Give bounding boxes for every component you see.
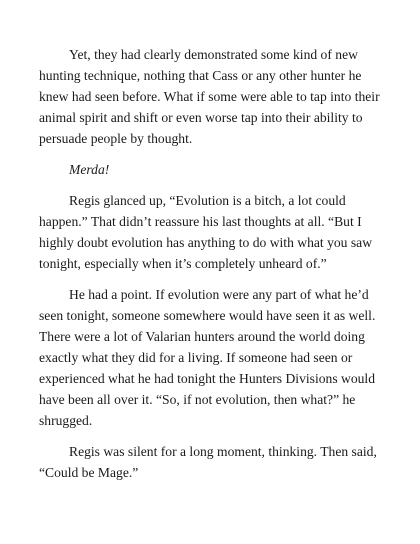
text-line: Merda! [69, 162, 110, 177]
text-line: persuade people by thought. [39, 131, 193, 146]
text-line: exactly what they did for a living. If someone had seen or [39, 350, 353, 365]
text-line: There were a lot of Valarian hunters around the world doing [39, 329, 365, 344]
paragraph-3 [39, 190, 389, 274]
text-line: tonight, especially when it’s completely unheard of.” [39, 256, 327, 271]
paragraph-4 [39, 284, 389, 431]
text-line: happen.” That didn’t reassure his last thoughts at all. “But I [39, 214, 362, 229]
text-line: He had a point. If evolution were any part of what he’d [69, 287, 369, 302]
text-line: knew had seen before. What if some were able to tap into their [39, 89, 380, 104]
text-line: shrugged. [39, 413, 93, 428]
text-line: experienced what he had tonight the Hunters Divisions would [39, 371, 375, 386]
text-line: hunting technique, nothing that Cass or any other hunter he [39, 68, 362, 83]
paragraph-1 [39, 44, 389, 149]
text-line: Regis was silent for a long moment, thinking. Then said, [69, 444, 377, 459]
text-line: animal spirit and shift or even worse tap into their ability to [39, 110, 363, 125]
text-line: have been all over it. “So, if not evolution, then what?” he [39, 392, 356, 407]
paragraph-2 [39, 159, 389, 180]
text-line: Yet, they had clearly demonstrated some kind of new [69, 47, 358, 62]
text-line: seen tonight, someone somewhere would have seen it as well. [39, 308, 376, 323]
text-line: highly doubt evolution has anything to do with what you saw [39, 235, 373, 250]
text-line: Regis glanced up, “Evolution is a bitch, a lot could [69, 193, 346, 208]
paragraph-5 [39, 441, 389, 483]
page-text [39, 44, 389, 493]
text-line: “Could be Mage.” [39, 465, 139, 480]
